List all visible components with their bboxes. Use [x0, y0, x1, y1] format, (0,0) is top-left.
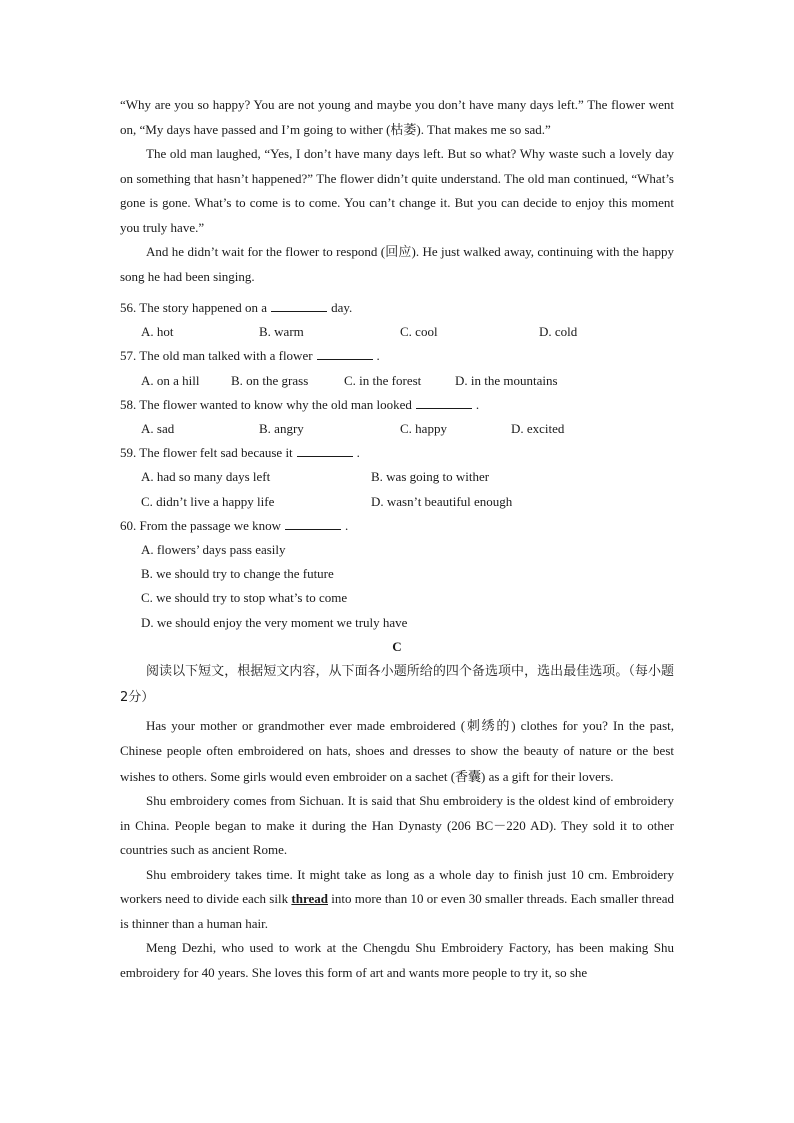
passage-c-paragraph-2: Shu embroidery comes from Sichuan. It is said that Shu embroidery is the oldest kind of embroidery in China. People began to make it during the Han Dynasty (206 BC－220 AD). They sold it to other countries such as ancient Rome.	[120, 793, 674, 858]
question-tail: .	[475, 396, 480, 412]
option-d: D. we should enjoy the very moment we truly have	[141, 614, 408, 630]
question-tail: .	[376, 348, 380, 364]
question-stem: 58. The flower wanted to know why the old man looked	[120, 396, 412, 412]
option-a: A. hot	[141, 324, 174, 340]
paragraph-text-before: Shu embroidery takes time. It might take as long as a whole day to finish just 10 cm. Embroidery workers need to divide each silk	[120, 866, 674, 907]
question-60	[120, 514, 674, 538]
question-57	[120, 344, 674, 368]
passage-b-paragraph-3: And he didn’t wait for the flower to respond (回应). He just walked away, continuing with the happy song he had been singing.	[120, 244, 674, 284]
option-b: B. warm	[259, 324, 304, 340]
passage-b-paragraph-1: “Why are you so happy? You are not young and maybe you don’t have many days left.” The flower went on, “My days have passed and I’m going to wither (枯萎). That makes me so sad.”	[120, 97, 674, 137]
passage-c-paragraph-3	[120, 863, 674, 937]
option-c: C. happy	[400, 420, 447, 436]
option-d: D. cold	[539, 324, 578, 340]
option-c: C. we should try to stop what’s to come	[141, 590, 348, 606]
question-stem: 59. The flower felt sad because it	[120, 445, 293, 461]
option-d: D. wasn’t beautiful enough	[371, 493, 513, 509]
option-c: C. didn’t live a happy life	[141, 493, 275, 509]
question-tail: .	[356, 445, 360, 461]
question-tail: .	[345, 517, 349, 533]
option-b: B. we should try to change the future	[141, 566, 334, 582]
answer-blank	[416, 396, 472, 409]
option-b: B. on the grass	[231, 372, 309, 388]
question-58-options	[120, 417, 674, 441]
option-a: A. sad	[141, 420, 175, 436]
option-b: B. angry	[259, 420, 304, 436]
passage-c-paragraph-4: Meng Dezhi, who used to work at the Chengdu Shu Embroidery Factory, has been making Shu embroidery for 40 years. She loves this form of art and wants more people to try it, so she	[120, 940, 674, 980]
document-content	[120, 93, 674, 985]
passage-c-paragraph-1: Has your mother or grandmother ever made embroidered (刺绣的) clothes for you? In the past, Chinese people often embroidered on hats, shoes and dresses to show the beauty of nature or the best wishes to others. Some girls would even embroider on a sachet (香囊) as a gift for their lovers.	[120, 717, 674, 784]
answer-blank	[271, 299, 327, 312]
answer-blank	[297, 444, 353, 457]
question-58	[120, 393, 674, 417]
option-a: A. on a hill	[141, 372, 200, 388]
paragraph-text-after: into more than 10 or even 30 smaller threads. Each smaller thread is thinner than a human hair.	[120, 891, 674, 931]
option-b: B. was going to wither	[371, 469, 490, 485]
question-59	[120, 441, 674, 465]
question-stem: 56. The story happened on a	[120, 300, 268, 315]
question-59-options-row-1	[120, 465, 674, 489]
option-d: D. excited	[511, 420, 565, 436]
keyword-thread: thread	[291, 891, 328, 907]
question-tail: day.	[331, 300, 353, 315]
passage-b-paragraph-2: The old man laughed, “Yes, I don’t have many days left. But so what? Why waste such a lovely day on something that hasn’t happened?” The flower didn’t quite understand. The old man continued, “What’s gone is gone. What’s to come is to come. You can’t change it. But you can decide to enjoy this moment you truly have.”	[120, 146, 674, 235]
question-stem: 60. From the passage we know	[120, 517, 282, 533]
question-57-options	[120, 369, 674, 393]
option-c: C. cool	[400, 324, 438, 340]
section-c-instruction: 阅读以下短文，根据短文内容，从下面各小题所给的四个备选项中，选出最佳选项。（每小题 2分）	[120, 663, 674, 705]
question-56-options	[120, 320, 674, 344]
answer-blank	[317, 347, 373, 360]
answer-blank	[285, 517, 341, 530]
option-a: A. had so many days left	[141, 469, 271, 485]
question-59-options-row-2	[120, 490, 674, 514]
section-c-heading: C	[392, 638, 402, 654]
option-d: D. in the mountains	[455, 372, 558, 388]
question-56	[120, 296, 674, 320]
option-a: A. flowers’ days pass easily	[141, 541, 286, 557]
option-c: C. in the forest	[344, 372, 422, 388]
question-stem: 57. The old man talked with a flower	[120, 348, 313, 364]
